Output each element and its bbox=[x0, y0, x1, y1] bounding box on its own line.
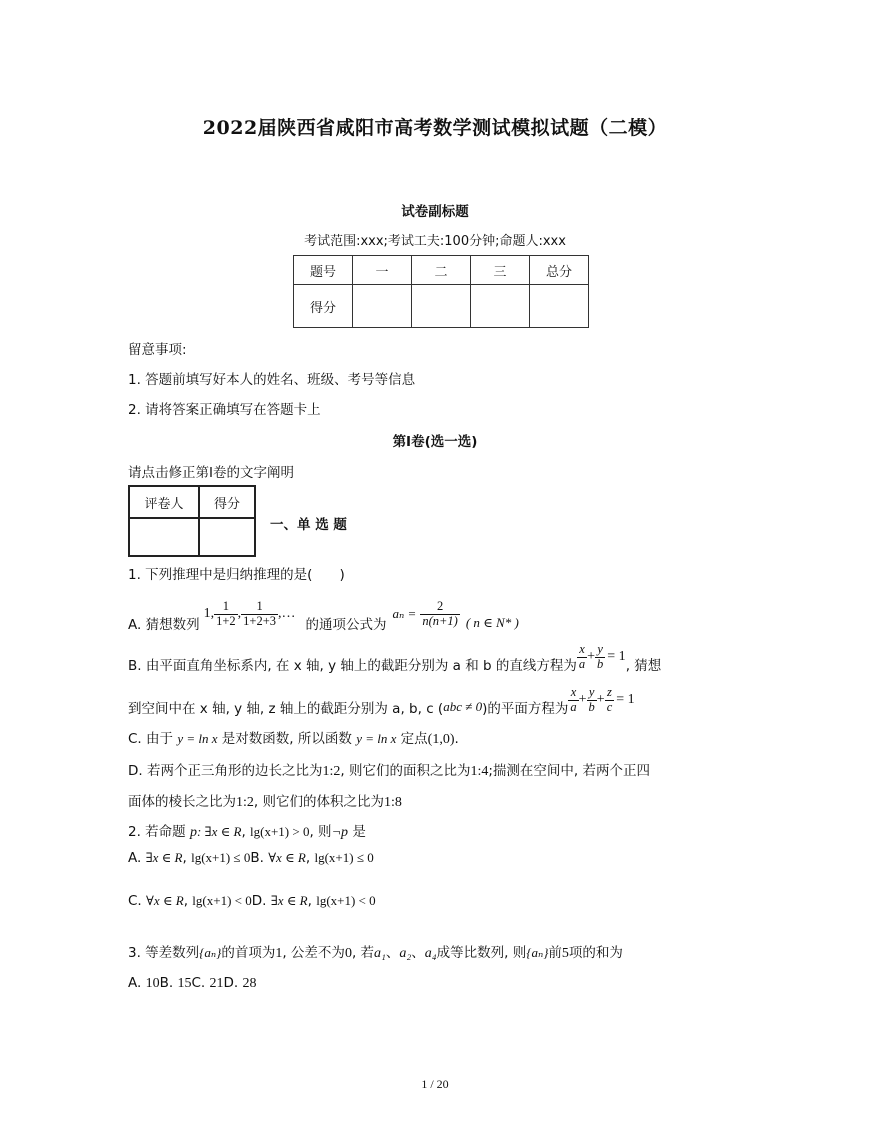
page-number: 1 / 20 bbox=[421, 1077, 449, 1091]
score-cell[interactable] bbox=[530, 285, 589, 328]
option-b-label: B. bbox=[159, 975, 174, 991]
plus: + bbox=[587, 649, 596, 664]
question-3-options bbox=[128, 975, 256, 992]
score-header-cell: 题号 bbox=[294, 256, 353, 285]
option-c-text: C. 由于 bbox=[128, 731, 174, 747]
option-d-text: D. 若两个正三角形的边长之比为 bbox=[128, 763, 323, 779]
sequence-fraction bbox=[214, 600, 238, 627]
separator: 、 bbox=[385, 945, 400, 961]
equals-one: = 1 bbox=[607, 649, 626, 664]
q3-mid1: 的首项为 bbox=[221, 945, 276, 961]
fraction-numerator: x bbox=[570, 685, 577, 700]
fixed-point: (1,0) bbox=[427, 732, 455, 747]
term-a2: a₂ bbox=[399, 946, 412, 961]
q3-prefix: 3. 等差数列 bbox=[128, 945, 200, 961]
term-a1: a₁ bbox=[374, 946, 386, 961]
q3-mid3: , 若 bbox=[351, 945, 375, 961]
option-c-label: C. bbox=[128, 893, 142, 909]
grader-header-cell: 评卷人 bbox=[129, 486, 199, 518]
fraction-denominator: a bbox=[570, 699, 577, 714]
option-d-line2: 面体的棱长之比为 bbox=[128, 794, 236, 810]
fraction-x-a bbox=[577, 643, 587, 670]
fraction-numerator: x bbox=[579, 642, 585, 657]
page-title: 2022届陕西省咸阳市高考数学测试模拟试题（二模） bbox=[202, 117, 668, 139]
proposition-p: p bbox=[189, 825, 197, 840]
ratio: 1:4 bbox=[470, 764, 489, 779]
question-1-stem: 1. 下列推理中是归纳推理的是( ) bbox=[128, 567, 345, 583]
option-a-text: A. 猜想数列 bbox=[128, 617, 200, 633]
note-item: 2. 请将答案正确填写在答题卡上 bbox=[128, 402, 321, 418]
grader-table bbox=[128, 485, 256, 557]
quantifier: ∃x ∈ R bbox=[270, 893, 308, 908]
q3-end: 项的和为 bbox=[568, 945, 623, 961]
q2-end: 是 bbox=[352, 824, 366, 840]
q2-mid: , 则 bbox=[309, 824, 332, 840]
grader-cell[interactable] bbox=[129, 518, 199, 556]
question-2-stem bbox=[128, 820, 366, 841]
section-title: 第I卷(选一选) bbox=[392, 434, 478, 450]
ratio: 1:2 bbox=[236, 795, 254, 810]
comma: , bbox=[305, 850, 311, 866]
notes-heading: 留意事项: bbox=[128, 342, 187, 358]
formula-condition: ( n ∈ N* ) bbox=[465, 615, 519, 630]
paper-subtitle: 试卷副标题 bbox=[401, 204, 469, 220]
fraction-z-c bbox=[605, 686, 615, 713]
question-1-option-b bbox=[128, 637, 661, 677]
question-1-option-c bbox=[128, 727, 459, 748]
option-c-value: 21 bbox=[209, 976, 224, 991]
sequence-start: 1, bbox=[203, 606, 215, 621]
comma: , bbox=[183, 893, 188, 909]
score-cell[interactable] bbox=[412, 285, 471, 328]
ratio: 1:8 bbox=[383, 795, 402, 810]
equals-one: = 1 bbox=[616, 692, 635, 707]
formula-lhs: aₙ = bbox=[392, 606, 417, 621]
sequence: {aₙ} bbox=[199, 945, 222, 960]
period: . bbox=[454, 731, 459, 747]
section-note: 请点击修正第I卷的文字阐明 bbox=[128, 465, 294, 481]
part-title: 一、单 选 题 bbox=[270, 517, 347, 533]
fraction-denominator: 1+2+3 bbox=[243, 613, 277, 628]
score-row-label: 得分 bbox=[294, 285, 353, 328]
fraction-y-b bbox=[595, 643, 605, 670]
question-1-option-d bbox=[128, 759, 650, 780]
quantifier: : ∃x ∈ R bbox=[196, 824, 242, 839]
note-item: 1. 答题前填写好本人的姓名、班级、考号等信息 bbox=[128, 372, 416, 388]
formula-fraction bbox=[420, 600, 460, 627]
question-3-stem bbox=[128, 941, 623, 962]
q3-mid5: 前 bbox=[548, 945, 562, 961]
quantifier: ∀x ∈ R bbox=[268, 850, 306, 865]
question-1-option-a bbox=[128, 594, 519, 634]
grader-cell[interactable] bbox=[199, 518, 255, 556]
fraction-numerator: 2 bbox=[436, 599, 444, 614]
option-a-value: 10 bbox=[145, 976, 160, 991]
plus: + bbox=[596, 692, 605, 707]
q3-mid4: 成等比数列, 则 bbox=[436, 945, 527, 961]
option-a-label: A. bbox=[128, 975, 142, 991]
score-cell[interactable] bbox=[353, 285, 412, 328]
fraction-denominator: c bbox=[606, 699, 613, 714]
option-a-mid: 的通项公式为 bbox=[305, 617, 387, 633]
sequence-end: ,… bbox=[278, 606, 296, 621]
condition: lg(x+1) < 0 bbox=[192, 893, 252, 908]
first-term: 1 bbox=[275, 946, 283, 961]
fraction-x-a bbox=[568, 686, 578, 713]
option-d-value: 28 bbox=[242, 976, 257, 991]
fraction-numerator: z bbox=[607, 685, 612, 700]
option-b-suffix: , 猜想 bbox=[625, 658, 662, 674]
option-d-label: D. bbox=[251, 893, 267, 909]
condition: lg(x+1) ≤ 0 bbox=[314, 850, 374, 865]
condition: lg(x+1) ≤ 0 bbox=[191, 850, 251, 865]
question-2-options-ab bbox=[128, 850, 374, 866]
q2-prefix: 2. 若命题 bbox=[128, 824, 186, 840]
grader-header-cell: 得分 bbox=[199, 486, 255, 518]
score-header-cell: 总分 bbox=[530, 256, 589, 285]
option-d-line2-mid: , 则它们的体积之比为 bbox=[253, 794, 384, 810]
score-header-cell: 三 bbox=[471, 256, 530, 285]
option-b-line2: 到空间中在 x 轴, y 轴, z 轴上的截距分别为 a, b, c ( bbox=[128, 701, 444, 717]
score-cell[interactable] bbox=[471, 285, 530, 328]
sequence-fraction bbox=[241, 600, 278, 627]
question-1-option-d-cont bbox=[128, 790, 402, 811]
fraction-numerator: 1 bbox=[222, 599, 229, 614]
abc-condition: abc ≠ 0 bbox=[443, 699, 483, 714]
sequence: {aₙ} bbox=[526, 945, 549, 960]
separator: 、 bbox=[411, 945, 425, 961]
ratio: 1:2 bbox=[322, 764, 341, 779]
plus: + bbox=[578, 692, 587, 707]
function-ln: y = ln x bbox=[177, 731, 218, 746]
comma: , bbox=[182, 850, 187, 866]
fraction-denominator: n(n+1) bbox=[422, 613, 458, 628]
fraction-y-b bbox=[587, 686, 597, 713]
q3-mid2: , 公差不为 bbox=[282, 945, 345, 961]
fraction-numerator: 1 bbox=[256, 599, 263, 614]
score-header-cell: 二 bbox=[412, 256, 471, 285]
option-c-label: C. bbox=[191, 975, 206, 991]
option-d-suffix: ;揣测在空间中, 若两个正四 bbox=[488, 763, 650, 779]
quantifier: ∃x ∈ R bbox=[145, 850, 183, 865]
condition: lg(x+1) > 0 bbox=[250, 824, 310, 839]
question-1-option-b-cont bbox=[128, 680, 635, 720]
function-ln: y = ln x bbox=[356, 731, 397, 746]
zero: 0 bbox=[344, 946, 352, 961]
quantifier: ∀x ∈ R bbox=[146, 893, 184, 908]
exam-info: 考试范围:xxx;考试工夫:100分钟;命题人:xxx bbox=[304, 234, 566, 249]
option-d-mid: , 则它们的面积之比为 bbox=[340, 763, 471, 779]
comma: , bbox=[241, 824, 246, 840]
comma: , bbox=[307, 893, 312, 909]
fraction-denominator: 1+2 bbox=[216, 613, 236, 628]
option-d-label: D. bbox=[223, 975, 239, 991]
condition: lg(x+1) < 0 bbox=[316, 893, 376, 908]
option-a-label: A. bbox=[128, 850, 142, 866]
option-b-value: 15 bbox=[177, 976, 192, 991]
option-b-line2-mid: )的平面方程为 bbox=[482, 701, 569, 717]
option-b-text: B. 由平面直角坐标系内, 在 x 轴, y 轴上的截距分别为 a 和 b 的直线方程为 bbox=[128, 658, 577, 674]
option-b-label: B. bbox=[250, 850, 264, 866]
fraction-denominator: b bbox=[588, 699, 595, 714]
question-2-options-cd bbox=[128, 893, 376, 909]
score-header-cell: 一 bbox=[353, 256, 412, 285]
term-count: 5 bbox=[561, 946, 569, 961]
option-c-mid2: 定点 bbox=[400, 731, 428, 747]
score-table bbox=[293, 255, 589, 328]
negation-p: ¬p bbox=[331, 825, 349, 840]
fraction-numerator: y bbox=[597, 642, 603, 657]
fraction-denominator: b bbox=[597, 656, 604, 671]
fraction-denominator: a bbox=[578, 656, 586, 671]
option-c-mid: 是对数函数, 所以函数 bbox=[221, 731, 352, 747]
fraction-numerator: y bbox=[588, 685, 595, 700]
comma: , bbox=[237, 606, 242, 621]
term-a4: a₄ bbox=[424, 946, 437, 961]
